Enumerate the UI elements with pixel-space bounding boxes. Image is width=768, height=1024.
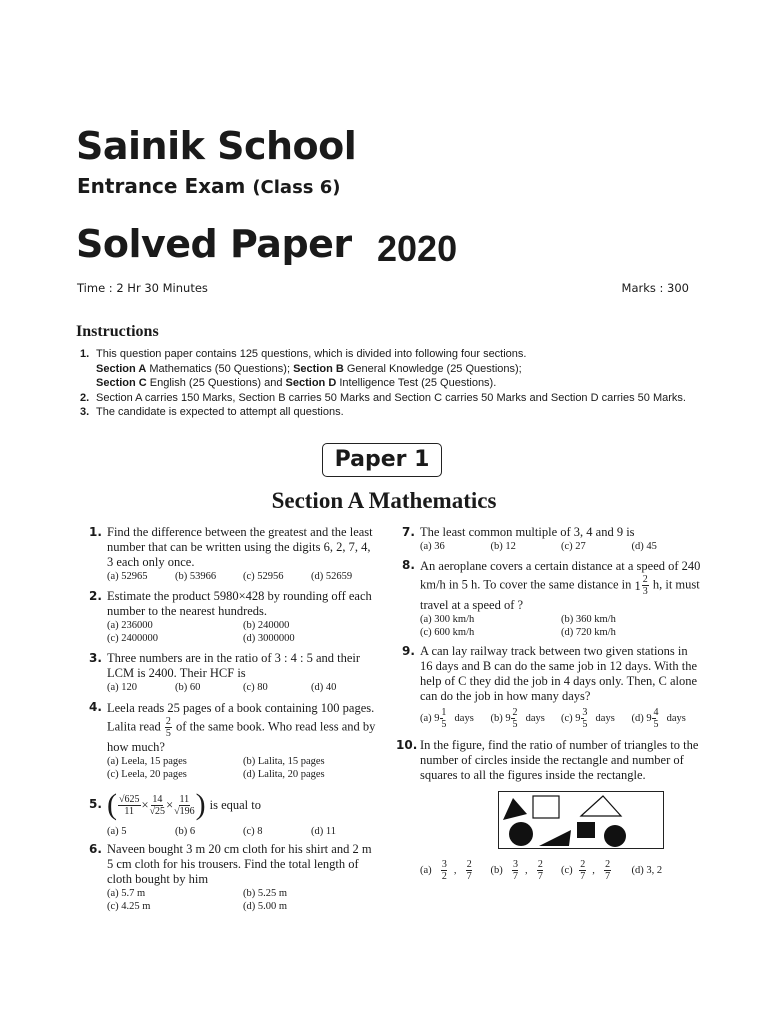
option-a[interactable]: (a) 5.7 m	[107, 888, 146, 899]
question-expression	[107, 787, 379, 823]
section-heading: Section A Mathematics	[271, 488, 497, 513]
fraction	[165, 716, 172, 739]
fraction	[118, 794, 141, 817]
instruction-text: This question paper contains 125 questions, which is divided into following four sections.	[96, 348, 527, 360]
question-1	[89, 525, 379, 583]
option-a[interactable]: (a) 9 $\frac{1}{5}$ days	[420, 707, 474, 730]
question-text: Estimate the product 5980×428 by rounding off each number to the nearest hundreds.	[107, 589, 372, 618]
option-b[interactable]: (b) 360 km/h	[561, 614, 616, 625]
question-text: Three numbers are in the ratio of 3 : 4 : 5 and their LCM is 2400. Their HCF is	[107, 651, 361, 680]
section-a-text: Mathematics (50 Questions);	[146, 362, 294, 375]
fraction-numerator: 2	[165, 716, 171, 727]
question-text: The least common multiple of 3, 4 and 9 is	[420, 525, 635, 539]
option-d[interactable]: (d) Lalita, 20 pages	[243, 769, 325, 780]
shapes-figure	[498, 791, 664, 849]
option-b[interactable]: (b) 6	[175, 826, 196, 837]
question-number: 9.	[402, 644, 415, 658]
option-b[interactable]: (b) 240000	[243, 620, 290, 631]
fraction-denominator: 11	[124, 805, 135, 817]
question-10	[396, 738, 702, 882]
instruction-text: The candidate is expected to attempt all questions.	[96, 406, 344, 418]
fraction-numerator: 14	[152, 793, 163, 805]
option-c[interactable]: (c) Leela, 20 pages	[107, 769, 187, 780]
filled-triangle	[503, 798, 527, 820]
mixed-fraction	[634, 574, 649, 597]
question-2	[89, 589, 379, 645]
question-text	[107, 700, 379, 755]
option-b[interactable]: (b) Lalita, 15 pages	[243, 756, 325, 767]
paper-title: Solved Paper	[76, 222, 352, 266]
options	[107, 570, 379, 583]
fraction-denominator: √25	[149, 805, 166, 817]
option-d[interactable]: (d) 9 $\frac{4}{5}$ days	[631, 707, 686, 730]
instruction-item	[80, 347, 700, 391]
right-paren: )	[195, 788, 206, 821]
option-a[interactable]: (a) 236000	[107, 620, 153, 631]
option-a[interactable]: (a) $\frac{3}{2}$ , $\frac{2}{7}$	[420, 859, 472, 882]
section-d-text: Intelligence Test (25 Questions).	[336, 377, 497, 389]
exam-subtitle	[77, 174, 341, 198]
question-text: In the figure, find the ratio of number of triangles to the number of circles inside the rectangle and number of squares to all the figures inside the rectangle.	[420, 738, 699, 782]
filled-circle	[604, 825, 626, 847]
option-b[interactable]: (b) 5.25 m	[243, 888, 288, 899]
times-sign: ×	[141, 797, 149, 812]
filled-triangle	[539, 830, 571, 846]
question-5	[89, 787, 379, 838]
section-d-label: Section D	[285, 377, 337, 389]
option-c[interactable]: (c) $\frac{2}{7}$ , $\frac{2}{7}$	[561, 859, 611, 882]
option-b[interactable]: (b) 60	[175, 682, 201, 693]
fraction-denominator: 3	[642, 586, 648, 597]
fraction-numerator: 11	[179, 793, 190, 805]
option-a[interactable]: (a) 36	[420, 541, 445, 552]
options	[107, 619, 379, 645]
option-d[interactable]: (d) 720 km/h	[561, 627, 616, 638]
marks-info: Marks : 300	[621, 281, 689, 295]
questions-right-column	[396, 525, 702, 882]
option-b[interactable]: (b) 53966	[175, 571, 217, 582]
option-b[interactable]: (b) 9 $\frac{2}{5}$ days	[490, 707, 545, 730]
instruction-number: 1.	[80, 348, 90, 360]
instruction-sections-line	[96, 362, 700, 377]
option-d[interactable]: (d) 52659	[311, 571, 353, 582]
options	[107, 825, 379, 838]
book-title: Sainik School	[76, 124, 357, 168]
option-c[interactable]: (c) 4.25 m	[107, 901, 151, 912]
fraction-denominator: 5	[165, 728, 171, 739]
filled-square	[577, 822, 595, 838]
options	[420, 540, 702, 553]
question-text-part: Leela reads 25 pages of a book containing 100 pages. Lalita read	[107, 701, 375, 734]
question-text: Find the difference between the greatest and the least number that can be written using the digits 6, 2, 7, 4, 3 each only once.	[107, 525, 373, 569]
shapes-figure-svg	[499, 792, 663, 848]
option-c[interactable]: (c) 9 $\frac{3}{5}$ days	[561, 707, 615, 730]
option-a[interactable]: (a) 52965	[107, 571, 148, 582]
options	[420, 707, 702, 730]
exam-name: Entrance Exam	[77, 174, 246, 198]
instruction-number: 3.	[80, 406, 90, 418]
filled-circle	[509, 822, 533, 846]
option-b[interactable]: (b) 12	[490, 541, 516, 552]
question-number: 8.	[402, 558, 415, 572]
paper-label: Paper 1	[322, 443, 442, 477]
question-number: 7.	[402, 525, 415, 539]
outline-square	[533, 796, 559, 818]
question-3	[89, 651, 379, 694]
time-info: Time : 2 Hr 30 Minutes	[77, 281, 208, 295]
option-d[interactable]: (d) 11	[311, 826, 336, 837]
options	[420, 613, 702, 639]
question-7	[402, 525, 702, 553]
option-d[interactable]: (d) 5.00 m	[243, 901, 288, 912]
option-a[interactable]: (a) 300 km/h	[420, 614, 475, 625]
questions-left-column	[89, 525, 379, 913]
option-a[interactable]: (a) 5	[107, 826, 127, 837]
option-c[interactable]: (c) 2400000	[107, 633, 159, 644]
question-4	[89, 700, 379, 781]
question-text	[420, 558, 702, 613]
question-number: 2.	[89, 589, 102, 603]
instruction-item	[80, 391, 700, 406]
option-d[interactable]: (d) 45	[631, 541, 657, 552]
question-text-part: An aeroplane covers a certain distance at a speed of 240 km/h in 5 h. To cover the same distance in	[420, 559, 701, 592]
times-sign: ×	[166, 797, 174, 812]
question-number: 4.	[89, 700, 102, 714]
question-number: 3.	[89, 651, 102, 665]
instructions-heading: Instructions	[76, 323, 159, 340]
question-6	[89, 842, 379, 913]
instructions-list	[80, 347, 700, 420]
section-c-text: English (25 Questions) and	[146, 377, 286, 389]
option-c[interactable]: (c) 600 km/h	[420, 627, 475, 638]
section-b-label: Section B	[293, 362, 344, 375]
option-d[interactable]: (d) 40	[311, 682, 337, 693]
fraction	[174, 794, 195, 817]
option-b[interactable]: (b) $\frac{3}{7}$ , $\frac{2}{7}$	[490, 859, 543, 882]
question-text-part: of the same book. Who read less and by how much?	[107, 719, 376, 754]
option-c[interactable]: (c) 8	[243, 826, 263, 837]
instruction-sections-line	[96, 376, 700, 391]
option-a[interactable]: (a) Leela, 15 pages	[107, 756, 187, 767]
fraction-numerator: 2	[642, 574, 648, 585]
outline-triangle	[581, 796, 621, 816]
instruction-item	[80, 405, 700, 420]
question-text-part: h, it must travel at a speed of ?	[420, 577, 700, 612]
question-number: 10.	[396, 738, 418, 752]
left-paren: (	[107, 788, 117, 821]
option-c[interactable]: (c) 80	[243, 682, 268, 693]
instruction-text: Section A carries 150 Marks, Section B carries 50 Marks and Section C carries 50 Marks and Section D carries 50 Marks.	[96, 391, 686, 404]
fraction-numerator: √625	[119, 793, 140, 805]
option-a[interactable]: (a) 120	[107, 682, 138, 693]
options	[420, 859, 702, 882]
question-text: Naveen bought 3 m 20 cm cloth for his shirt and 2 m 5 cm cloth for his trousers. Find the total length of cloth bought by him	[107, 842, 372, 886]
section-c-label: Section C	[96, 377, 147, 389]
option-c[interactable]: (c) 27	[561, 541, 586, 552]
question-text: A can lay railway track between two given stations in 16 days and B can do the same job in 12 days. With the help of C they did the job in 4 days only. Then, C alone can do the job in how many days?	[420, 644, 698, 703]
option-d[interactable]: (d) 3000000	[243, 633, 295, 644]
paper-year: 2020	[377, 228, 458, 269]
question-9	[402, 644, 702, 730]
question-text: is equal to	[209, 797, 262, 812]
instruction-number: 2.	[80, 391, 90, 404]
option-d[interactable]: (d) 3, 2	[631, 865, 663, 876]
question-number: 6.	[89, 842, 102, 856]
section-b-text: General Knowledge (25 Questions);	[343, 362, 522, 375]
options	[107, 887, 379, 913]
options	[107, 681, 379, 694]
question-number: 5.	[89, 797, 102, 811]
question-8	[402, 558, 702, 639]
section-a-label: Section A	[96, 362, 147, 375]
option-c[interactable]: (c) 52956	[243, 571, 284, 582]
fraction-denominator: √196	[174, 805, 195, 817]
mixed-whole: 1	[634, 578, 641, 593]
options	[107, 755, 379, 781]
fraction	[150, 794, 166, 817]
exam-class: (Class 6)	[252, 177, 341, 198]
question-number: 1.	[89, 525, 102, 539]
